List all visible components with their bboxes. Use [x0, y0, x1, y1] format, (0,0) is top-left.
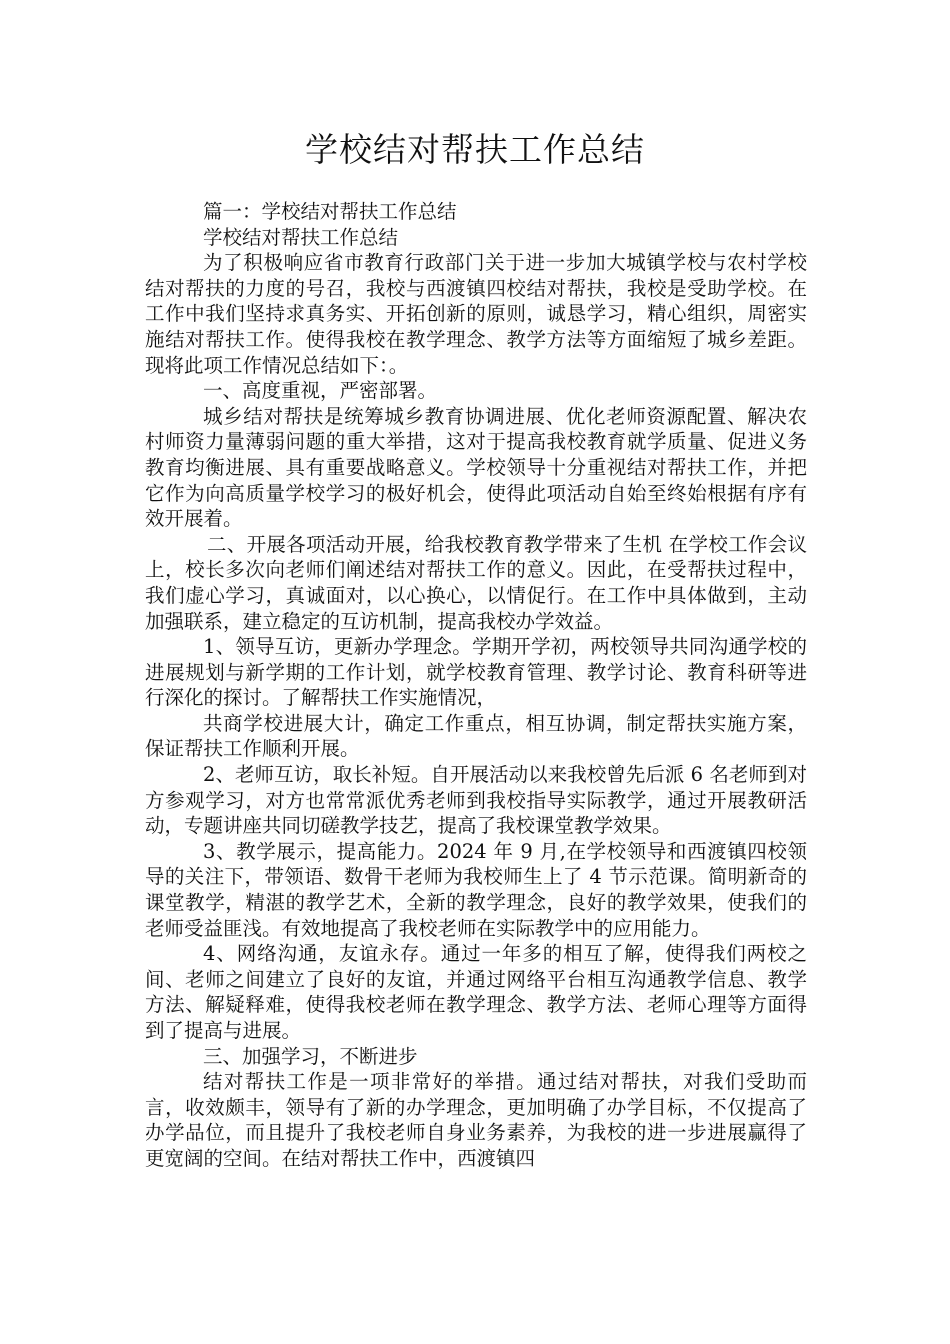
paragraph-teaching-demo: 3、教学展示，提高能力。2024 年 9 月,在学校领导和西渡镇四校领导的关注下，带领语、数骨干老师为我校师生上了 4 节示范课。简明新奇的课堂教学，精湛的教学艺术，全新的教学理念，良好的教学效果，使我们的老师受益匪浅。有效地提高了我校老师在实际教学中的应用能力。	[145, 839, 807, 940]
paragraph-importance: 城乡结对帮扶是统筹城乡教育协调进展、优化老师资源配置、解决农村师资力量薄弱问题的重大举措，这对于提高我校教育就学质量、促进义务教育均衡进展、具有重要战略意义。学校领导十分重视结对帮扶工作，并把它作为向高质量学校学习的极好机会，使得此项活动自始至终始根据有序有效开展着。	[145, 404, 807, 531]
paragraph-teacher-visits: 2、老师互访，取长补短。自开展活动以来我校曾先后派 6 名老师到对方参观学习，对方也常常派优秀老师到我校指导实际教学，通过开展教研活动，专题讲座共同切磋教学技艺，提高了我校课堂教学效果。	[145, 763, 807, 838]
paragraph-learning: 结对帮扶工作是一项非常好的举措。通过结对帮扶，对我们受助而言，收效颇丰，领导有了新的办学理念，更加明确了办学目标，不仅提高了办学品位，而且提升了我校老师自身业务素养，为我校的进一步进展赢得了更宽阔的空间。在结对帮扶工作中，西渡镇四	[145, 1070, 807, 1170]
section-heading-one: 一、高度重视，严密部署。	[203, 379, 438, 403]
section-heading-article-one: 篇一：学校结对帮扶工作总结	[203, 200, 457, 223]
paragraph-network: 4、网络沟通，友谊永存。通过一年多的相互了解，使得我们两校之间、老师之间建立了良好的友谊，并通过网络平台相互沟通教学信息、教学方法、解疑释难，使得我校老师在教学理念、教学方法、老师心理等方面得到了提高与进展。	[145, 942, 807, 1042]
document-body	[145, 199, 807, 1172]
paragraph-intro: 为了积极响应省市教育行政部门关于进一步加大城镇学校与农村学校结对帮扶的力度的号召，我校与西渡镇四校结对帮扶，我校是受助学校。在工作中我们坚持求真务实、开拓创新的原则，诚恳学习，精心组织，周密实施结对帮扶工作。使得我校在教学理念、教学方法等方面缩短了城乡差距。现将此项工作情况总结如下：。	[145, 251, 807, 377]
subtitle: 学校结对帮扶工作总结	[203, 225, 399, 249]
document-title: 学校结对帮扶工作总结	[305, 130, 645, 169]
section-heading-three: 三、加强学习，不断进步	[203, 1044, 418, 1068]
paragraph-leader-visits: 1、领导互访，更新办学理念。学期开学初，两校领导共同沟通学校的进展规划与新学期的工作计划，就学校教育管理、教学讨论、教育科研等进行深化的探讨。了解帮扶工作实施情况，	[145, 635, 807, 710]
paragraph-plan: 共商学校进展大计，确定工作重点，相互协调，制定帮扶实施方案，保证帮扶工作顺利开展。	[145, 711, 807, 761]
paragraph-activities: 二、开展各项活动开展，给我校教育教学带来了生机 在学校工作会议上，校长多次向老师们阐述结对帮扶工作的意义。因此，在受帮扶过程中，我们虚心学习，真诚面对，以心换心，以情促行。在工作中具体做到，主动加强联系，建立稳定的互访机制，提高我校办学效益。	[145, 532, 807, 633]
